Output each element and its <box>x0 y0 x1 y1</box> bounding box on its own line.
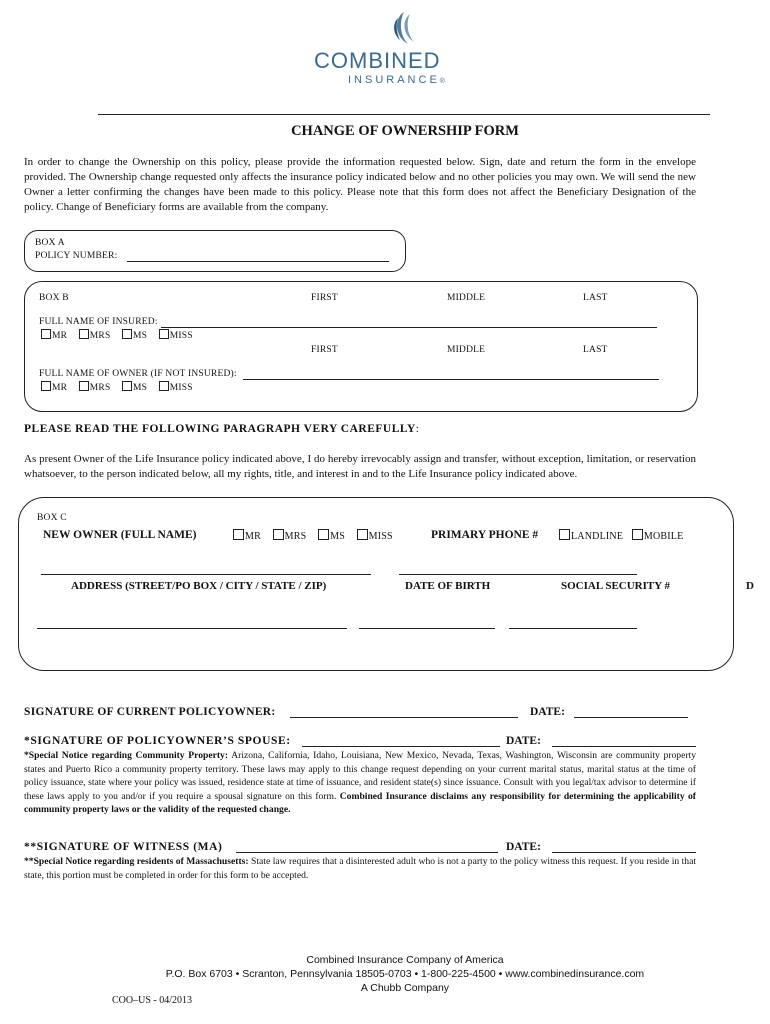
owner-mrs-checkbox[interactable]: MRS <box>79 383 111 393</box>
spouse-signature-field[interactable] <box>302 746 500 747</box>
witness-signature-field[interactable] <box>236 852 498 853</box>
primary-phone-field[interactable] <box>399 574 637 575</box>
spouse-date-field[interactable] <box>552 746 696 747</box>
title-rule <box>98 114 710 115</box>
box-b-label: BOX B <box>39 293 69 303</box>
current-owner-signature-field[interactable] <box>290 717 518 718</box>
new-owner-miss-checkbox[interactable]: MISS <box>357 531 393 542</box>
box-c <box>18 497 734 671</box>
insured-mr-checkbox[interactable]: MR <box>41 331 67 341</box>
owner-mr-checkbox[interactable]: MR <box>41 383 67 393</box>
community-property-notice: *Special Notice regarding Community Property: Arizona, California, Idaho, Louisiana, New Mexico, Nevada, Texas, Washington, Wisconsin are community property states and Puerto Rico a community property territory. These laws may apply to this change request depending on your current marital status, marital status at the time of policy issuance, state where your policy was issued, residence state at time of issuance, and resident state(s) since issuance. Consult with you legal/tax advisor to determine if these laws apply to you and/or if you require a spousal signature on this form. Combined Insurance disclaims any responsibility for determining the applicability of community property laws or the validity of the requested change. <box>24 750 697 816</box>
insured-title-options <box>41 329 193 341</box>
company-logo <box>300 10 510 90</box>
phone-type-options <box>559 529 683 542</box>
witness-signature-label: **SIGNATURE OF WITNESS (MA) <box>24 841 223 853</box>
box-c-label: BOX C <box>37 513 67 523</box>
owner-name-field[interactable] <box>243 379 659 380</box>
mobile-checkbox[interactable]: MOBILE <box>632 531 684 542</box>
logo-subword: INSURANCE® <box>348 74 448 86</box>
insured-miss-checkbox[interactable]: MISS <box>159 331 193 341</box>
address-field[interactable] <box>37 628 347 629</box>
read-heading: PLEASE READ THE FOLLOWING PARAGRAPH VERY CAREFULLY: <box>24 423 420 435</box>
owner-first-header: FIRST <box>311 345 338 355</box>
dob-field[interactable] <box>359 628 495 629</box>
policy-number-label: POLICY NUMBER: <box>35 251 118 261</box>
box-a <box>24 230 406 272</box>
dob-label: DATE OF BIRTH <box>405 580 491 592</box>
new-owner-label: NEW OWNER (FULL NAME) <box>43 529 197 541</box>
assignment-paragraph: As present Owner of the Life Insurance policy indicated above, I do hereby irrevocably assign and transfer, without exception, limitation, or reservation whatsoever, to the person indicated below, all my rights, title, and interest in and to the Life Insurance policy indicated above. <box>24 453 696 480</box>
logo-wordmark: COMBINED <box>314 48 441 73</box>
owner-ms-checkbox[interactable]: MS <box>122 383 147 393</box>
box-b <box>24 281 698 412</box>
box-a-label: BOX A <box>35 238 65 248</box>
new-owner-name-field[interactable] <box>41 574 371 575</box>
insured-middle-header: MIDDLE <box>447 293 486 303</box>
witness-date-label: DATE: <box>506 841 541 853</box>
ssn-field[interactable] <box>509 628 637 629</box>
current-owner-date-label: DATE: <box>530 706 565 718</box>
current-owner-date-field[interactable] <box>574 717 688 718</box>
logo-swoosh-icon <box>386 10 420 46</box>
policy-number-field[interactable] <box>127 261 389 262</box>
owner-miss-checkbox[interactable]: MISS <box>159 383 193 393</box>
owner-last-header: LAST <box>583 345 608 355</box>
current-owner-signature-label: SIGNATURE OF CURRENT POLICYOWNER: <box>24 706 276 718</box>
ssn-label: SOCIAL SECURITY # <box>561 580 671 592</box>
primary-phone-label: PRIMARY PHONE # <box>431 529 539 541</box>
new-owner-title-options <box>233 529 393 542</box>
insured-ms-checkbox[interactable]: MS <box>122 331 147 341</box>
form-title: CHANGE OF OWNERSHIP FORM <box>291 123 519 139</box>
footer-company: Combined Insurance Company of America <box>306 954 504 966</box>
owner-title-options <box>41 381 193 393</box>
landline-checkbox[interactable]: LANDLINE <box>559 531 623 542</box>
new-owner-mr-checkbox[interactable]: MR <box>233 531 261 542</box>
owner-name-label: FULL NAME OF OWNER (IF NOT INSURED): <box>39 369 237 379</box>
new-owner-mrs-checkbox[interactable]: MRS <box>273 531 307 542</box>
spouse-signature-label: *SIGNATURE OF POLICYOWNER’S SPOUSE: <box>24 735 291 747</box>
new-owner-ms-checkbox[interactable]: MS <box>318 531 345 542</box>
footer-address: P.O. Box 6703 • Scranton, Pennsylvania 18505-0703 • 1-800-225-4500 • www.combinedinsurance.com <box>165 968 645 980</box>
massachusetts-notice: **Special Notice regarding residents of Massachusetts: State law requires that a disinterested adult who is not a party to the policy witness this request. If you reside in that state, this portion must be completed in order for this form to be accepted. <box>24 856 696 881</box>
insured-name-field[interactable] <box>161 327 657 328</box>
footer-parent: A Chubb Company <box>360 982 450 994</box>
witness-date-field[interactable] <box>552 852 696 853</box>
insured-mrs-checkbox[interactable]: MRS <box>79 331 111 341</box>
address-label: ADDRESS (STREET/PO BOX / CITY / STATE / ZIP) <box>71 580 327 592</box>
form-code: COO–US - 04/2013 <box>112 995 193 1006</box>
insured-first-header: FIRST <box>311 293 338 303</box>
box-c-edge-letter: D <box>746 580 754 592</box>
intro-paragraph: In order to change the Ownership on this policy, please provide the information requested below. Sign, date and return the form in the envelope provided. The Ownership change requested only affects the insurance policy indicated below and no other policies you may own. We will send the new Owner a letter confirming the changes have been made to this policy. Please note that this form does not affect the Beneficiary Designation of the policy. Change of Beneficiary forms are available from the company. <box>24 156 696 213</box>
owner-middle-header: MIDDLE <box>447 345 486 355</box>
insured-last-header: LAST <box>583 293 608 303</box>
spouse-date-label: DATE: <box>506 735 541 747</box>
insured-name-label: FULL NAME OF INSURED: <box>39 317 158 327</box>
